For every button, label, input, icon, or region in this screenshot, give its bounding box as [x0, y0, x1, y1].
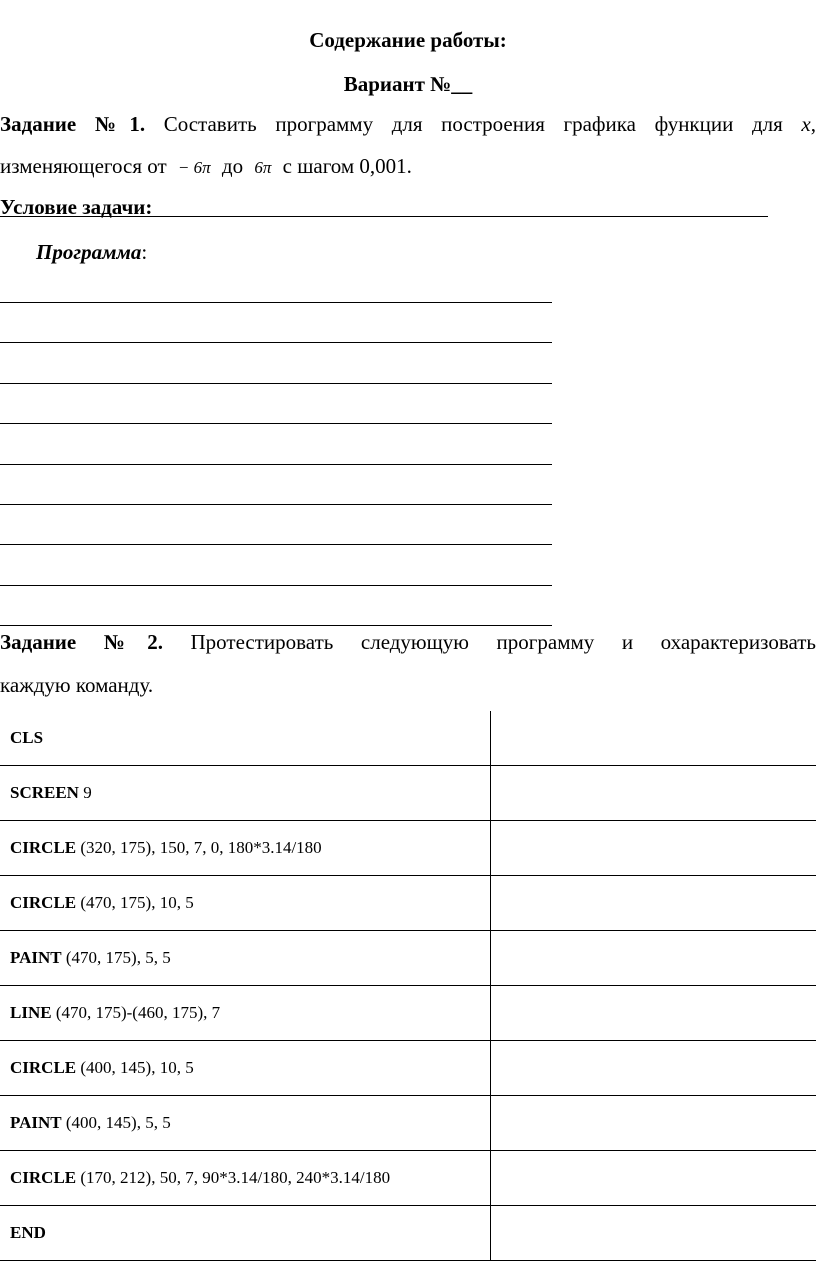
description-cell[interactable] [491, 931, 816, 986]
task1-line1 [0, 112, 816, 137]
task1-text-a: Составить программу для построения графика функции для [163, 112, 783, 136]
command-keyword: LINE [10, 1003, 52, 1022]
description-cell[interactable] [491, 1206, 816, 1261]
task1-comma: , [810, 112, 816, 136]
task2-label: Задание №2. [0, 630, 163, 654]
page-title: Содержание работы: [309, 28, 507, 52]
table-row [0, 986, 816, 1041]
command-cell [0, 821, 491, 876]
command-args: (470, 175), 10, 5 [76, 893, 194, 912]
description-cell[interactable] [491, 1041, 816, 1096]
description-cell[interactable] [491, 1096, 816, 1151]
task1-to-word: до [221, 154, 244, 178]
table-row [0, 931, 816, 986]
answer-line[interactable] [0, 544, 552, 545]
table-row [0, 1041, 816, 1096]
command-keyword: CLS [10, 728, 44, 747]
description-cell[interactable] [491, 986, 816, 1041]
command-cell [0, 1151, 491, 1206]
command-args: (400, 145), 10, 5 [76, 1058, 194, 1077]
task1-to: 6π [254, 158, 272, 177]
command-cell [0, 711, 491, 766]
command-keyword: PAINT [10, 948, 62, 967]
command-args: (320, 175), 150, 7, 0, 180*3.14/180 [76, 838, 322, 857]
table-row [0, 1096, 816, 1151]
command-keyword: CIRCLE [10, 893, 77, 912]
task2-line2: каждую команду. [0, 673, 154, 697]
table-row [0, 711, 816, 766]
table-row [0, 821, 816, 876]
command-args: (470, 175), 5, 5 [61, 948, 171, 967]
command-args: (470, 175)-(460, 175), 7 [51, 1003, 221, 1022]
answer-line[interactable] [0, 464, 552, 465]
task2-text-a: Протестировать следующую программу и охарактеризовать [190, 630, 816, 654]
command-cell [0, 1096, 491, 1151]
command-keyword: END [10, 1223, 46, 1242]
description-cell[interactable] [491, 766, 816, 821]
table-row [0, 1206, 816, 1261]
description-cell[interactable] [491, 1151, 816, 1206]
task1-line2 [0, 154, 412, 179]
task1-var-x: x [801, 112, 811, 136]
table-row [0, 1151, 816, 1206]
task1-label: Задание №1. [0, 112, 146, 136]
command-cell [0, 876, 491, 931]
command-keyword: SCREEN [10, 783, 79, 802]
command-cell [0, 986, 491, 1041]
command-keyword: CIRCLE [10, 1058, 77, 1077]
task1-text-c: с шагом 0,001. [282, 154, 412, 178]
command-args: (170, 212), 50, 7, 90*3.14/180, 240*3.14/180 [76, 1168, 391, 1187]
answer-line[interactable] [0, 342, 552, 343]
command-keyword: PAINT [10, 1113, 62, 1132]
answer-line[interactable] [0, 423, 552, 424]
condition-answer-line[interactable] [190, 216, 768, 217]
answer-line[interactable] [0, 585, 552, 586]
table-row [0, 766, 816, 821]
command-cell [0, 931, 491, 986]
description-cell[interactable] [491, 711, 816, 766]
condition-label: Условие задачи: [0, 195, 153, 219]
command-keyword: CIRCLE [10, 838, 77, 857]
task1-from: − 6π [177, 158, 211, 177]
condition-underline [0, 216, 190, 217]
description-cell[interactable] [491, 821, 816, 876]
table-row [0, 876, 816, 931]
command-args: 9 [78, 783, 92, 802]
command-cell [0, 766, 491, 821]
command-cell [0, 1206, 491, 1261]
variant-heading: Вариант №__ [343, 72, 473, 96]
description-cell[interactable] [491, 876, 816, 931]
task2-line1 [0, 630, 816, 655]
answer-line[interactable] [0, 302, 552, 303]
command-args: (400, 145), 5, 5 [61, 1113, 171, 1132]
commands-table [0, 711, 816, 1261]
command-cell [0, 1041, 491, 1096]
answer-line[interactable] [0, 383, 552, 384]
answer-line[interactable] [0, 625, 552, 626]
program-label: Программа: [36, 240, 148, 264]
task1-text-b: изменяющегося от [0, 154, 167, 178]
command-keyword: CIRCLE [10, 1168, 77, 1187]
answer-line[interactable] [0, 504, 552, 505]
